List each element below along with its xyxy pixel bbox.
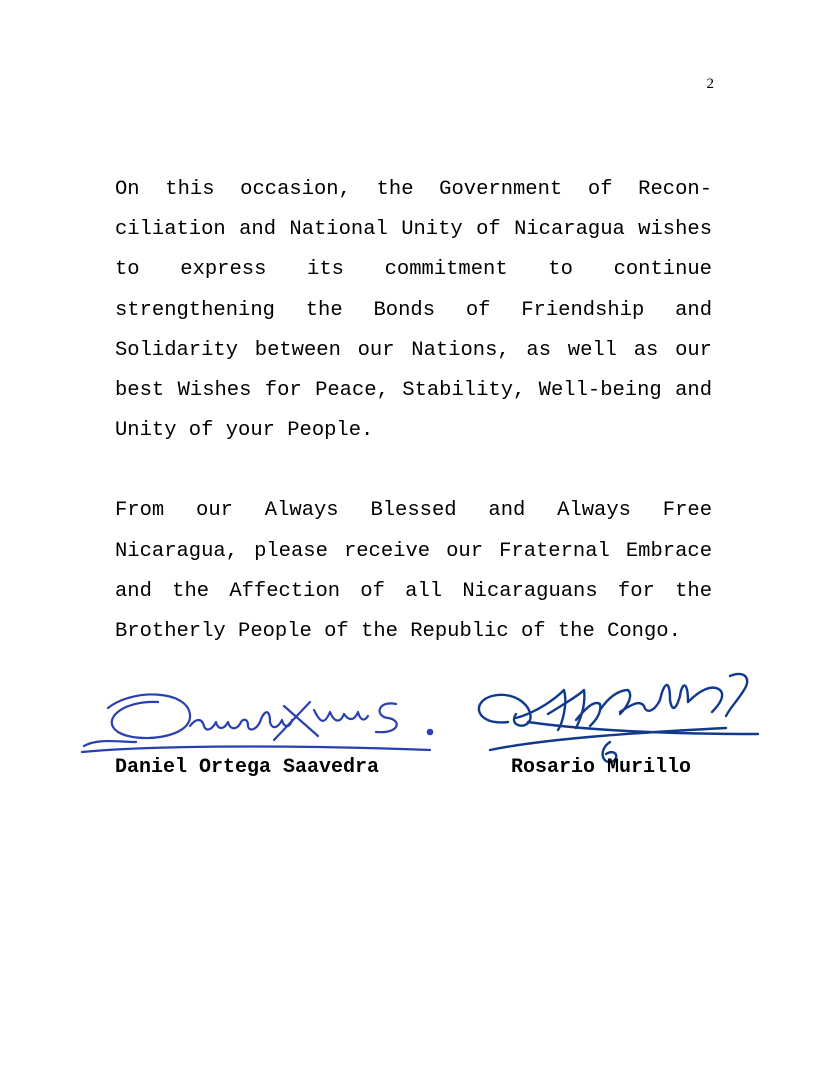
signature-block-ortega: [78, 660, 438, 785]
signature-murillo-image: [468, 660, 768, 770]
signer-name-murillo: Rosario Murillo: [511, 756, 692, 779]
paragraph-greeting: From our Always Blessed and Always Free Nicaragua, please receive our Fraternal Embrace and the Affection of all Nicaraguans for the Brotherly People of the Republic of the Congo.: [115, 499, 712, 644]
signer-name-ortega: Daniel Ortega Saavedra: [115, 756, 380, 779]
paragraph-commitment: On this occasion, the Government of Recon-ciliation and National Unity of Nicaragua wishes to express its commitment to continue strengthening the Bonds of Friendship and Solidarity between our Nations, as well as our best Wishes for Peace, Stability, Well-being and Unity of your People.: [115, 178, 712, 443]
letter-body: [115, 170, 712, 652]
page-number: 2: [706, 76, 714, 92]
signature-block-murillo: [468, 660, 768, 785]
signature-ortega-image: [78, 660, 438, 760]
